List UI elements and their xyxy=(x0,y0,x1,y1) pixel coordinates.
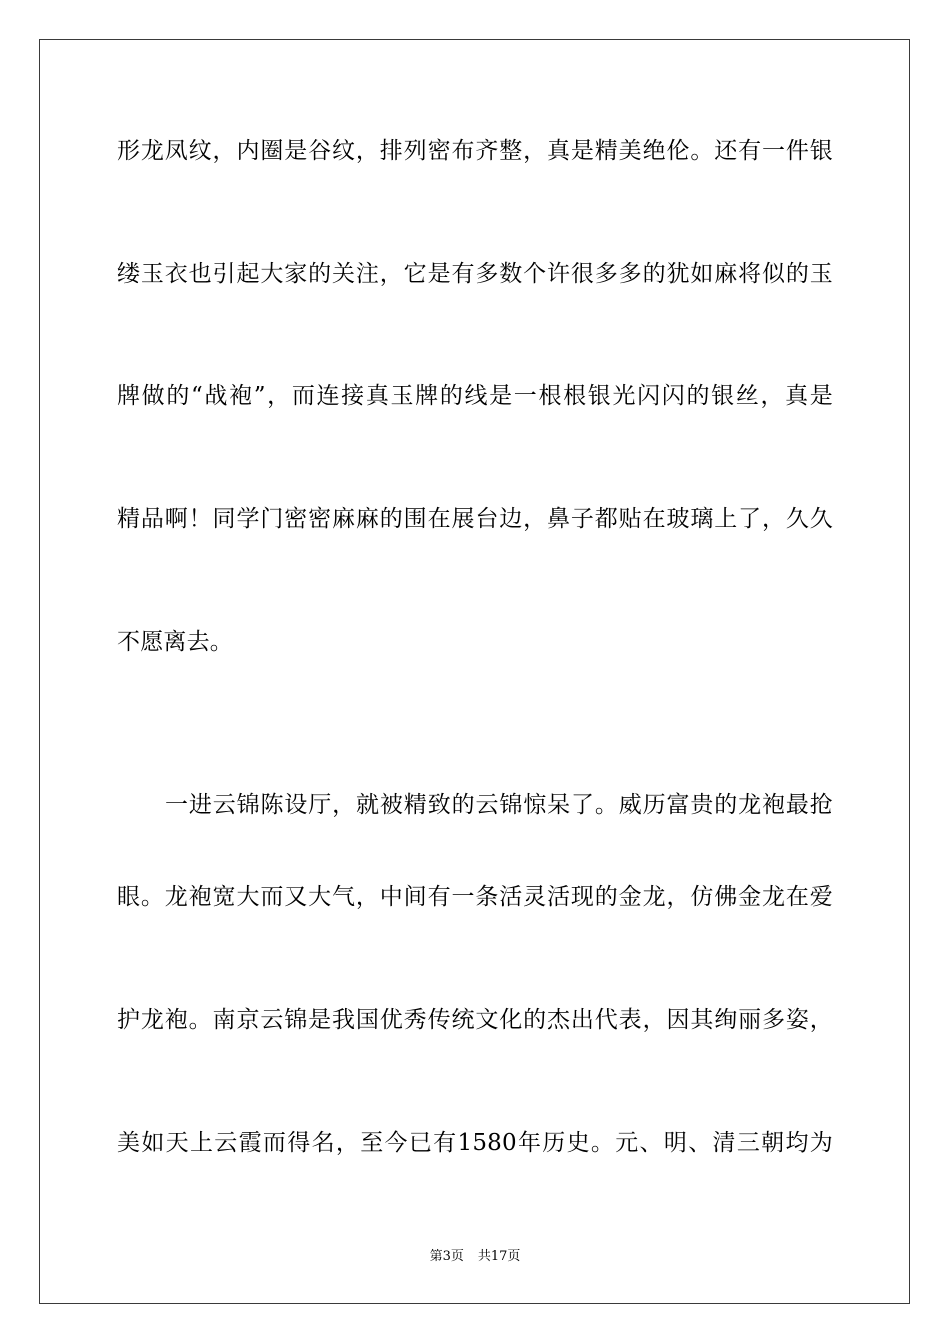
body-text-line: 精品啊！同学门密密麻麻的围在展台边，鼻子都贴在玻璃上了，久久 xyxy=(117,506,833,532)
body-text-line: 美如天上云霞而得名，至今已有1580年历史。元、明、清三朝均为 xyxy=(117,1130,833,1156)
page-total: 共17页 xyxy=(477,1249,521,1264)
body-text-line: 牌做的“战袍”，而连接真玉牌的线是一根根银光闪闪的银丝，真是 xyxy=(117,383,833,409)
body-text-line: 护龙袍。南京云锦是我国优秀传统文化的杰出代表，因其绚丽多姿， xyxy=(117,1007,833,1033)
body-text-line: 形龙凤纹，内圈是谷纹，排列密布齐整，真是精美绝伦。还有一件银 xyxy=(117,138,833,164)
body-text-line: 不愿离去。 xyxy=(117,629,233,655)
paragraph-first-line: 一进云锦陈设厅，就被精致的云锦惊呆了。威历富贵的龙袍最抢 xyxy=(165,792,833,818)
page-border xyxy=(39,39,910,1304)
page-number: 第3页 xyxy=(429,1249,464,1264)
body-text-line: 眼。龙袍宽大而又大气，中间有一条活灵活现的金龙，仿佛金龙在爱 xyxy=(117,884,833,910)
body-text-line: 缕玉衣也引起大家的关注，它是有多数个许很多多的犹如麻将似的玉 xyxy=(117,261,833,287)
page-footer xyxy=(0,1248,950,1266)
